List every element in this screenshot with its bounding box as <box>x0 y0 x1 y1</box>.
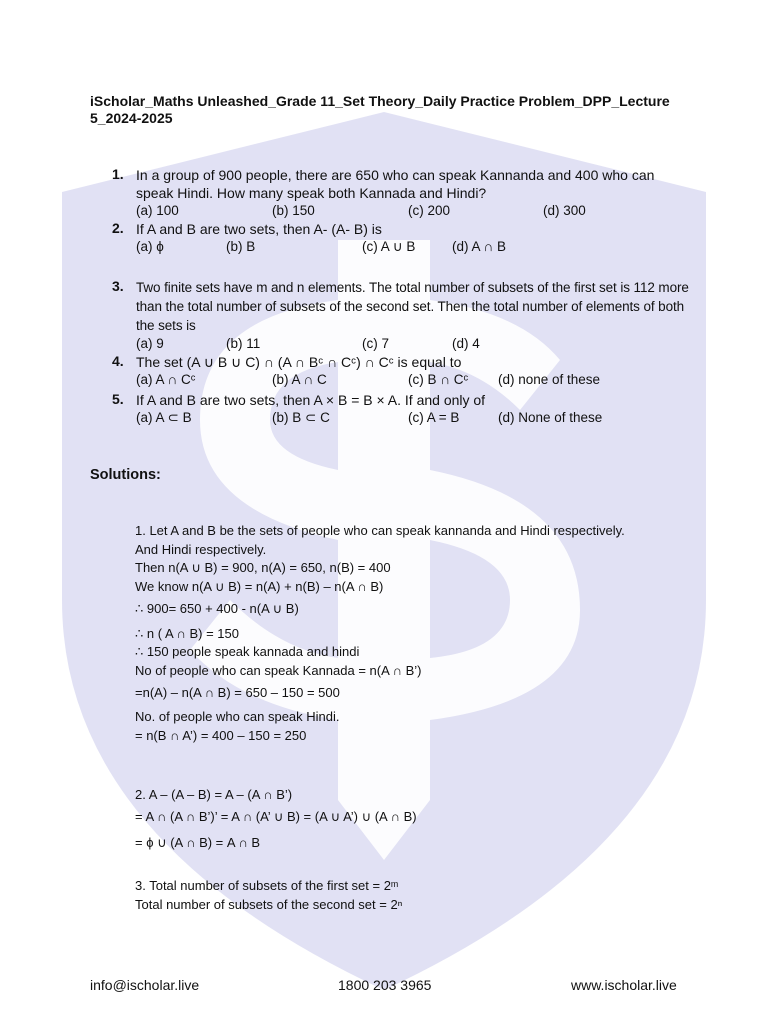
question-options <box>136 335 692 353</box>
option-c: (c) A ∪ B <box>362 239 416 254</box>
option-d: (d) 4 <box>452 336 480 351</box>
option-a: (a) 100 <box>136 203 179 218</box>
solution-line: =n(A) – n(A ∩ B) = 650 – 150 = 500 <box>135 685 340 700</box>
question-number: 4. <box>112 353 124 369</box>
option-a: (a) A ⊂ B <box>136 410 192 425</box>
option-c: (c) A = B <box>408 410 460 425</box>
option-a: (a) ϕ <box>136 239 164 254</box>
solution-line: ∴ 150 people speak kannada and hindi <box>135 644 360 659</box>
question-3 <box>112 278 692 353</box>
solution-line: = n(B ∩ A’) = 400 – 150 = 250 <box>135 728 307 743</box>
question-stem: In a group of 900 people, there are 650 who can speak Kannanda and 400 who can speak Hindi. How many speak both Kannada and Hindi? <box>136 167 655 201</box>
option-c: (c) B ∩ Cᶜ <box>408 372 469 387</box>
option-a: (a) 9 <box>136 336 164 351</box>
question-number: 1. <box>112 166 124 182</box>
option-a: (a) A ∩ Cᶜ <box>136 372 196 387</box>
option-d: (d) None of these <box>498 410 603 425</box>
document-title: iScholar_Maths Unleashed_Grade 11_Set Theory_Daily Practice Problem_DPP_Lecture 5_2024-2025 <box>90 93 670 126</box>
option-c: (c) 200 <box>408 203 451 218</box>
option-d: (d) A ∩ B <box>452 239 506 254</box>
question-number: 3. <box>112 278 124 294</box>
question-stem: The set (A ∪ B ∪ C) ∩ (A ∩ Bᶜ ∩ Cᶜ) ∩ Cᶜ is equal to <box>136 354 462 370</box>
solution-line: Then n(A ∪ B) = 900, n(A) = 650, n(B) = 400 <box>135 560 391 575</box>
footer-email-link[interactable]: info@ischolar.live <box>90 977 200 993</box>
option-b: (b) B <box>226 239 256 254</box>
question-options <box>136 238 692 256</box>
question-number: 5. <box>112 391 124 407</box>
solution-line: No of people who can speak Kannada = n(A ∩ B’) <box>135 663 422 678</box>
solution-line: No. of people who can speak Hindi. <box>135 709 340 724</box>
solution-line: = ϕ ∪ (A ∩ B) = A ∩ B <box>135 835 261 850</box>
footer-website-link[interactable]: www.ischolar.live <box>571 977 677 993</box>
option-b: (b) 150 <box>272 203 315 218</box>
option-b: (b) 11 <box>226 336 261 351</box>
solutions-heading: Solutions: <box>90 467 161 483</box>
solution-line: ∴ n ( A ∩ B) = 150 <box>135 626 239 641</box>
question-2 <box>112 220 692 256</box>
option-b: (b) A ∩ C <box>272 372 327 387</box>
question-stem: If A and B are two sets, then A × B = B × A. If and only of <box>136 392 486 408</box>
option-d: (d) none of these <box>498 372 601 387</box>
solution-line: 3. Total number of subsets of the first set = 2ᵐ <box>135 878 399 893</box>
solution-line: Total number of subsets of the second set = 2ⁿ <box>135 897 403 912</box>
question-5 <box>112 391 692 427</box>
question-stem: Two finite sets have m and n elements. The total number of subsets of the first set is 112 more than the total number of subsets of the second set. Then the total number of elements of both the sets is <box>136 280 689 333</box>
solution-line: = A ∩ (A ∩ B’)’ = A ∩ (A’ ∪ B) = (A ∪ A’) ∪ (A ∩ B) <box>135 809 417 824</box>
question-options <box>136 202 692 220</box>
option-d: (d) 300 <box>543 203 586 218</box>
question-number: 2. <box>112 220 124 236</box>
solution-line: 2. A – (A – B) = A – (A ∩ B’) <box>135 787 293 802</box>
question-4 <box>112 353 692 389</box>
question-stem: If A and B are two sets, then A- (A- B) is <box>136 221 382 237</box>
footer-phone: 1800 203 3965 <box>338 977 432 993</box>
solution-line: ∴ 900= 650 + 400 - n(A ∪ B) <box>135 601 299 616</box>
question-options <box>136 409 692 427</box>
solution-line: We know n(A ∪ B) = n(A) + n(B) – n(A ∩ B) <box>135 579 384 594</box>
solution-line: 1. Let A and B be the sets of people who can speak kannanda and Hindi respectively. <box>135 523 625 538</box>
solution-line: And Hindi respectively. <box>135 542 267 557</box>
option-c: (c) 7 <box>362 336 389 351</box>
question-options <box>136 371 692 389</box>
question-1 <box>112 166 692 220</box>
option-b: (b) B ⊂ C <box>272 410 330 425</box>
